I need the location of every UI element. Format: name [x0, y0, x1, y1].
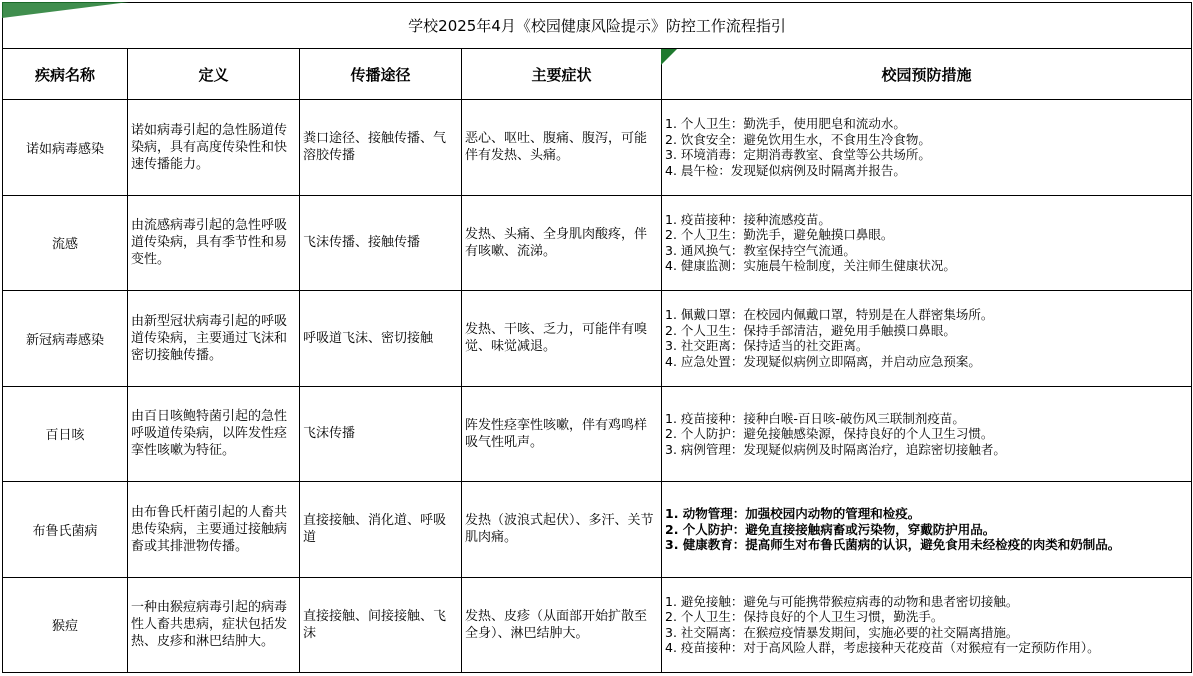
disease-name-cell[interactable]: 猴痘 — [3, 577, 128, 673]
table-row — [3, 386, 1192, 482]
measures-cell[interactable] — [662, 482, 1192, 578]
measure-item: 2. 个人防护：避免直接接触病畜或污染物，穿戴防护用品。 — [665, 521, 996, 537]
definition-cell[interactable]: 由布鲁氏杆菌引起的人畜共患传染病，主要通过接触病畜或其排泄物传播。 — [128, 482, 300, 578]
disease-name-cell[interactable]: 布鲁氏菌病 — [3, 482, 128, 578]
disease-name-cell[interactable]: 百日咳 — [3, 386, 128, 482]
cell-comment-marker — [2, 2, 129, 18]
measure-item: 1. 动物管理：加强校园内动物的管理和检疫。 — [665, 506, 921, 521]
measure-item: 4. 应急处置：发现疑似病例立即隔离，并启动应急预案。 — [665, 353, 981, 369]
measures-cell[interactable] — [662, 386, 1192, 482]
measure-item: 4. 疫苗接种：对于高风险人群，考虑接种天花疫苗（对猴痘有一定预防作用）。 — [665, 640, 1100, 656]
symptoms-cell[interactable]: 恶心、呕吐、腹痛、腹泻，可能伴有发热、头痛。 — [462, 100, 662, 196]
measures-cell[interactable] — [662, 100, 1192, 196]
measure-item: 2. 个人卫生：保持良好的个人卫生习惯，勤洗手。 — [665, 609, 944, 625]
symptoms-cell[interactable]: 阵发性痉挛性咳嗽，伴有鸡鸣样吸气性吼声。 — [462, 386, 662, 482]
disease-guide-table — [2, 2, 1192, 673]
measure-item: 4. 健康监测：实施晨午检制度，关注师生健康状况。 — [665, 258, 956, 274]
symptoms-cell[interactable]: 发热、干咳、乏力，可能伴有嗅觉、味觉减退。 — [462, 291, 662, 387]
measure-item: 3. 病例管理：发现疑似病例及时隔离治疗，追踪密切接触者。 — [665, 441, 1006, 457]
table-row — [3, 100, 1192, 196]
symptoms-cell[interactable]: 发热（波浪式起伏）、多汗、关节肌肉痛。 — [462, 482, 662, 578]
header-symptoms[interactable]: 主要症状 — [462, 49, 662, 100]
definition-cell[interactable]: 一种由猴痘病毒引起的病毒性人畜共患病，症状包括发热、皮疹和淋巴结肿大。 — [128, 577, 300, 673]
table-row — [3, 291, 1192, 387]
disease-name-cell[interactable]: 诺如病毒感染 — [3, 100, 128, 196]
symptoms-cell[interactable]: 发热、皮疹（从面部开始扩散至全身）、淋巴结肿大。 — [462, 577, 662, 673]
transmission-cell[interactable]: 粪口途径、接触传播、气溶胶传播 — [300, 100, 462, 196]
definition-cell[interactable]: 由新型冠状病毒引起的呼吸道传染病，主要通过飞沫和密切接触传播。 — [128, 291, 300, 387]
cell-comment-marker — [661, 49, 677, 65]
measures-cell[interactable] — [662, 577, 1192, 673]
measure-item: 3. 社交隔离：在猴痘疫情暴发期间，实施必要的社交隔离措施。 — [665, 624, 1019, 640]
measure-item: 1. 佩戴口罩：在校园内佩戴口罩，特别是在人群密集场所。 — [665, 307, 994, 323]
measures-cell[interactable] — [662, 291, 1192, 387]
header-measures[interactable]: 校园预防措施 — [662, 49, 1192, 100]
measure-item: 4. 晨午检：发现疑似病例及时隔离并报告。 — [665, 162, 906, 178]
transmission-cell[interactable]: 直接接触、间接接触、飞沫 — [300, 577, 462, 673]
header-disease-name[interactable]: 疾病名称 — [3, 49, 128, 100]
header-definition[interactable]: 定义 — [128, 49, 300, 100]
measure-item: 3. 健康教育：提高师生对布鲁氏菌病的认识，避免食用未经检疫的肉类和奶制品。 — [665, 537, 1121, 552]
table-row — [3, 482, 1192, 578]
measure-item: 2. 个人卫生：保持手部清洁，避免用手触摸口鼻眼。 — [665, 322, 956, 338]
header-transmission[interactable]: 传播途径 — [300, 49, 462, 100]
measure-item: 3. 通风换气：教室保持空气流通。 — [665, 242, 856, 258]
definition-cell[interactable]: 诺如病毒引起的急性肠道传染病，具有高度传染性和快速传播能力。 — [128, 100, 300, 196]
table-row — [3, 195, 1192, 291]
definition-cell[interactable]: 由百日咳鲍特菌引起的急性呼吸道传染病，以阵发性痉挛性咳嗽为特征。 — [128, 386, 300, 482]
measure-item: 1. 疫苗接种：接种流感疫苗。 — [665, 211, 831, 227]
transmission-cell[interactable]: 呼吸道飞沫、密切接触 — [300, 291, 462, 387]
measure-item: 1. 避免接触：避免与可能携带猴痘病毒的动物和患者密切接触。 — [665, 593, 1019, 609]
header-row — [3, 49, 1192, 100]
measure-item: 2. 饮食安全：避免饮用生水，不食用生冷食物。 — [665, 131, 931, 147]
measure-item: 1. 疫苗接种：接种白喉-百日咳-破伤风三联制剂疫苗。 — [665, 410, 965, 426]
transmission-cell[interactable]: 飞沫传播 — [300, 386, 462, 482]
table-title[interactable]: 学校2025年4月《校园健康风险提示》防控工作流程指引 — [3, 3, 1192, 49]
definition-cell[interactable]: 由流感病毒引起的急性呼吸道传染病，具有季节性和易变性。 — [128, 195, 300, 291]
transmission-cell[interactable]: 直接接触、消化道、呼吸道 — [300, 482, 462, 578]
disease-name-cell[interactable]: 流感 — [3, 195, 128, 291]
measure-item: 3. 环境消毒：定期消毒教室、食堂等公共场所。 — [665, 147, 931, 163]
table-row — [3, 577, 1192, 673]
transmission-cell[interactable]: 飞沫传播、接触传播 — [300, 195, 462, 291]
disease-name-cell[interactable]: 新冠病毒感染 — [3, 291, 128, 387]
measure-item: 2. 个人防护：避免接触感染源，保持良好的个人卫生习惯。 — [665, 426, 994, 441]
symptoms-cell[interactable]: 发热、头痛、全身肌肉酸疼，伴有咳嗽、流涕。 — [462, 195, 662, 291]
measure-item: 3. 社交距离：保持适当的社交距离。 — [665, 338, 869, 354]
measure-item: 1. 个人卫生：勤洗手，使用肥皂和流动水。 — [665, 116, 906, 132]
measures-cell[interactable] — [662, 195, 1192, 291]
measure-item: 2. 个人卫生：勤洗手，避免触摸口鼻眼。 — [665, 227, 894, 243]
